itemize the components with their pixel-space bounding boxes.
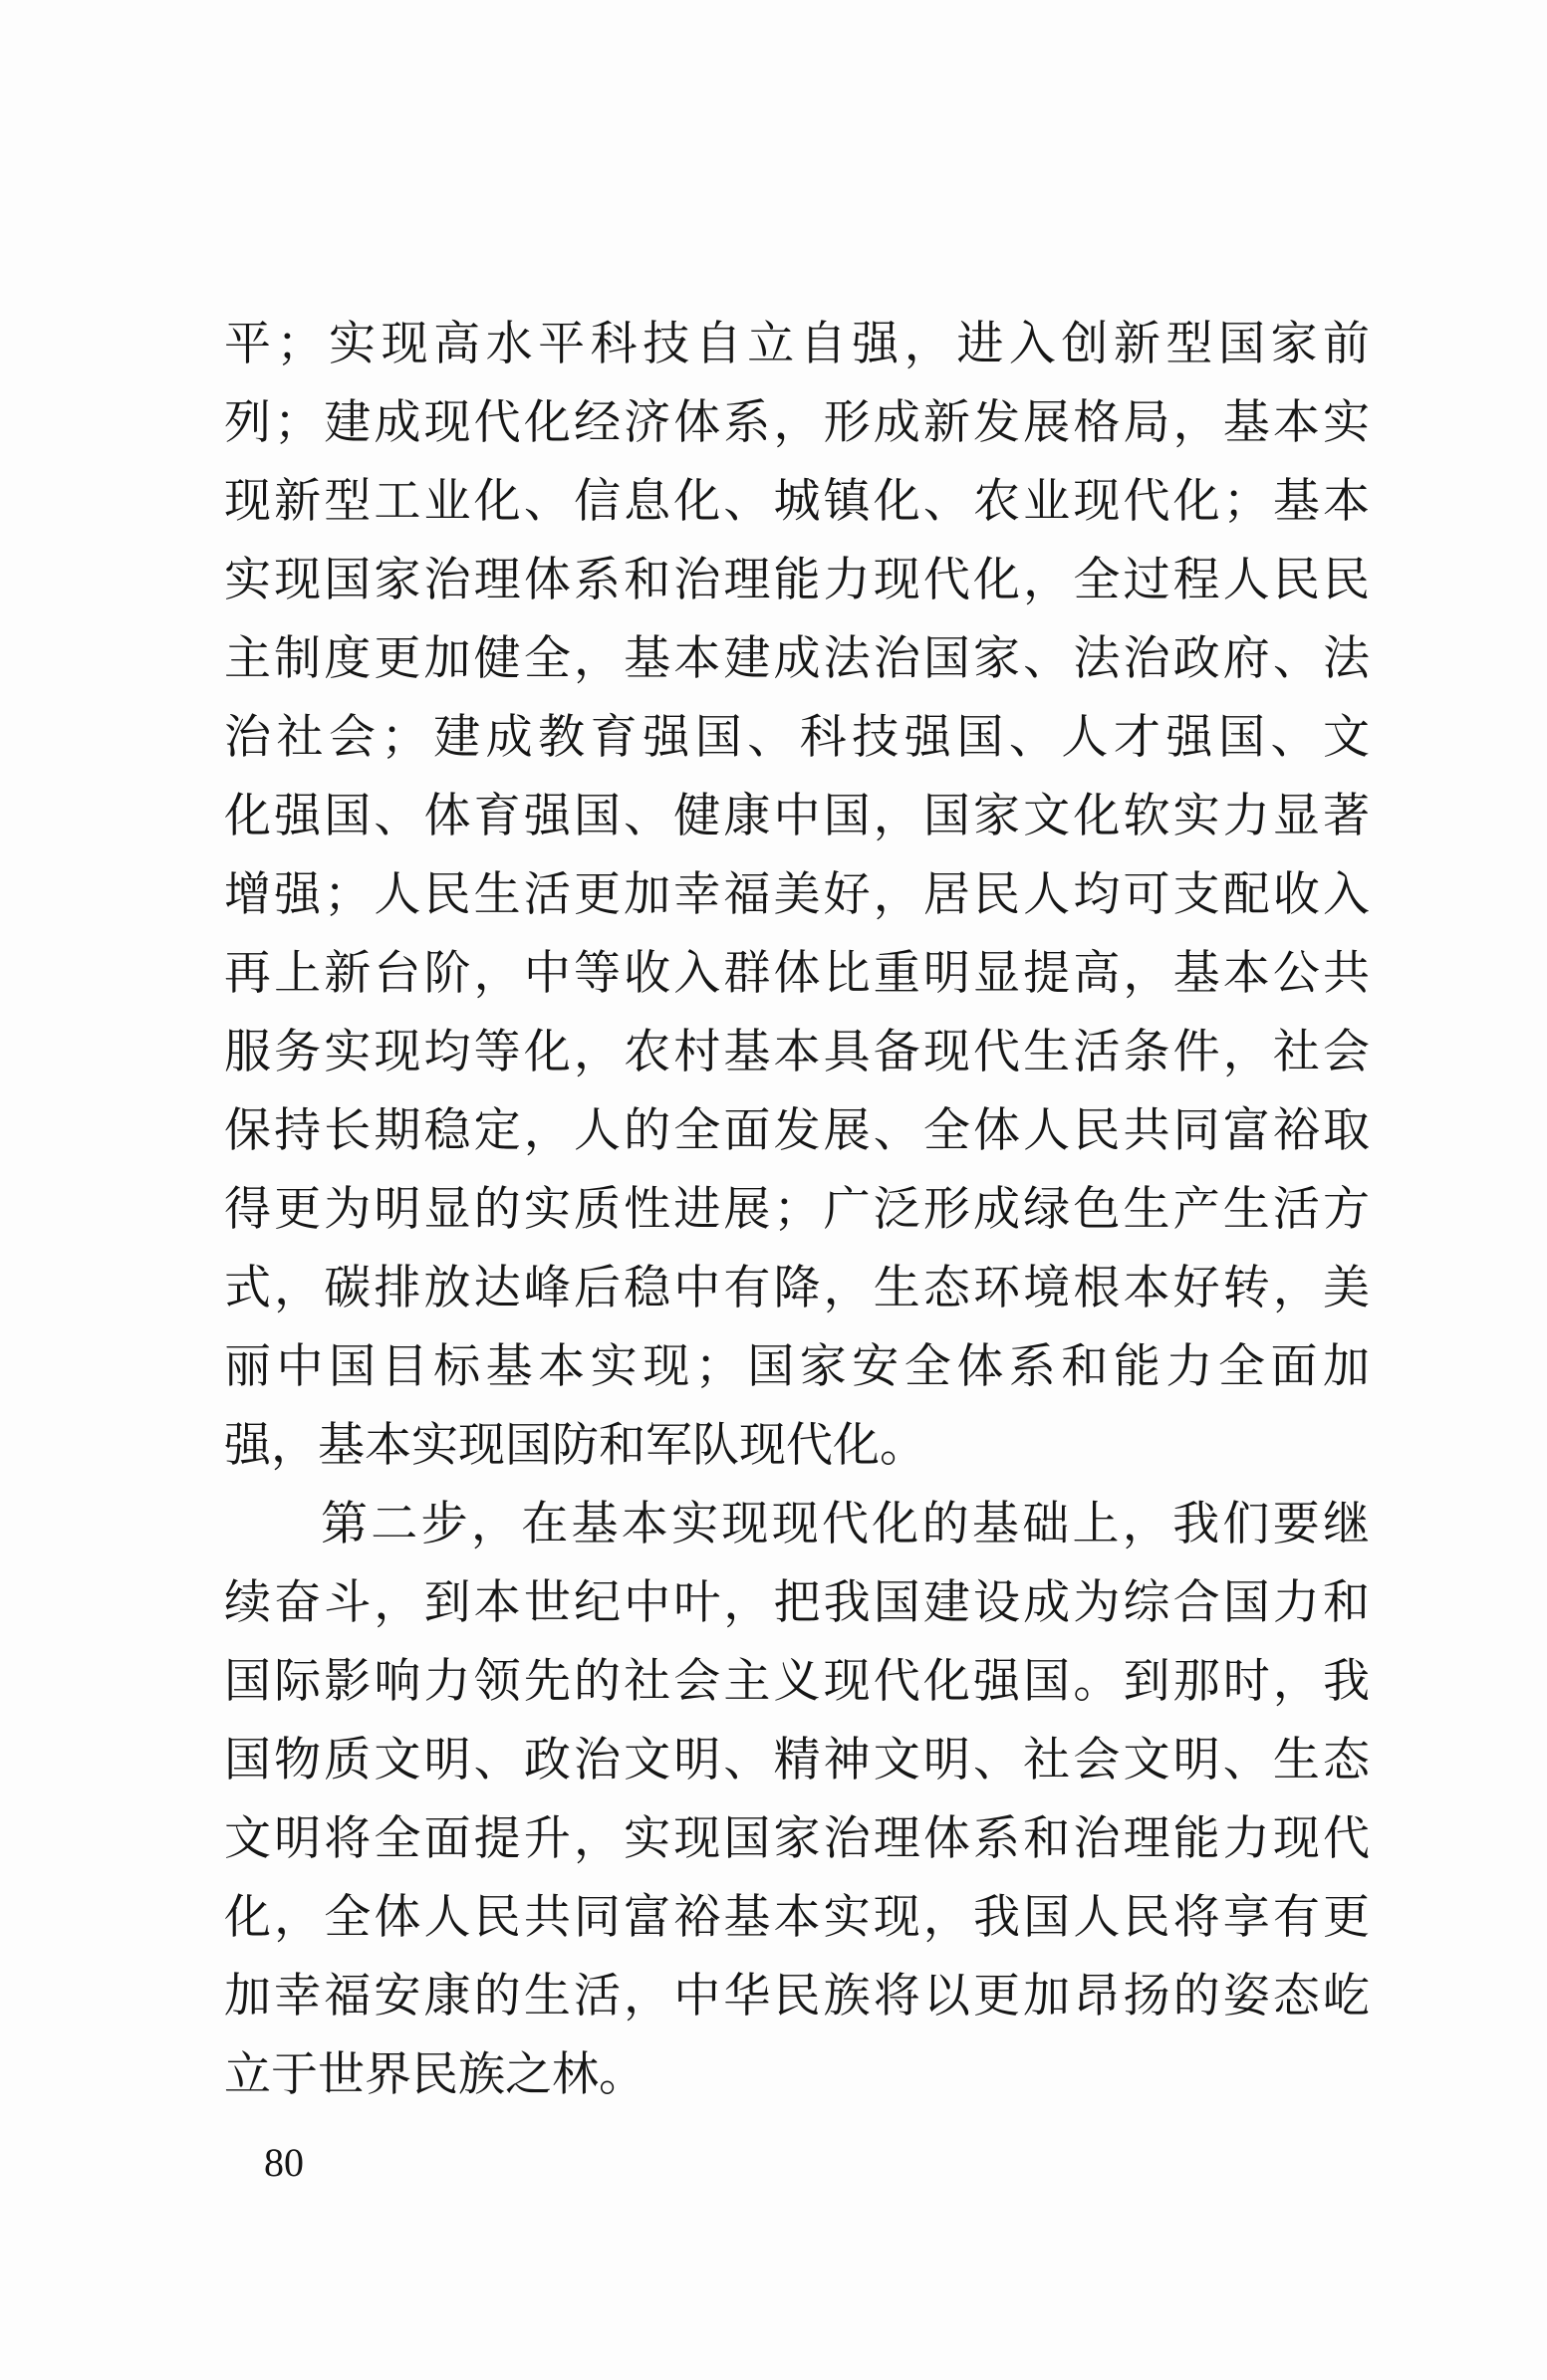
text-line: 得更为明显的实质性进展；广泛形成绿色生产生活方 <box>224 1182 1370 1237</box>
text-line: 国际影响力领先的社会主义现代化强国。到那时，我 <box>224 1654 1370 1709</box>
text-line: 平；实现高水平科技自立自强，进入创新型国家前 <box>224 317 1370 371</box>
text-line: 强，基本实现国防和军队现代化。 <box>224 1418 926 1473</box>
text-line: 国物质文明、政治文明、精神文明、社会文明、生态 <box>224 1733 1370 1787</box>
text-line: 第二步，在基本实现现代化的基础上，我们要继 <box>321 1497 1370 1551</box>
text-line: 文明将全面提升，实现国家治理体系和治理能力现代 <box>224 1811 1370 1866</box>
paragraph-1 <box>224 305 1370 1485</box>
text-line: 治社会；建成教育强国、科技强国、人才强国、文 <box>224 710 1370 765</box>
text-line: 保持长期稳定，人的全面发展、全体人民共同富裕取 <box>224 1103 1370 1158</box>
text-line: 主制度更加健全，基本建成法治国家、法治政府、法 <box>224 631 1370 686</box>
text-line: 化，全体人民共同富裕基本实现，我国人民将享有更 <box>224 1890 1370 1945</box>
page-number: 80 <box>264 2140 304 2185</box>
text-line: 服务实现均等化，农村基本具备现代生活条件，社会 <box>224 1025 1370 1079</box>
text-line: 现新型工业化、信息化、城镇化、农业现代化；基本 <box>224 474 1370 529</box>
text-line: 再上新台阶，中等收入群体比重明显提高，基本公共 <box>224 946 1370 1001</box>
text-line: 化强国、体育强国、健康中国，国家文化软实力显著 <box>224 789 1370 843</box>
text-line: 加幸福安康的生活，中华民族将以更加昂扬的姿态屹 <box>224 1969 1370 2023</box>
body-text <box>224 305 1370 2114</box>
text-line: 增强；人民生活更加幸福美好，居民人均可支配收入 <box>224 867 1370 922</box>
text-line: 立于世界民族之林。 <box>224 2047 645 2102</box>
text-line: 续奋斗，到本世纪中叶，把我国建设成为综合国力和 <box>224 1575 1370 1630</box>
text-line: 实现国家治理体系和治理能力现代化，全过程人民民 <box>224 553 1370 607</box>
paragraph-2 <box>224 1485 1370 2114</box>
text-line: 列；建成现代化经济体系，形成新发展格局，基本实 <box>224 395 1370 450</box>
text-line: 式，碳排放达峰后稳中有降，生态环境根本好转，美 <box>224 1261 1370 1315</box>
text-line: 丽中国目标基本实现；国家安全体系和能力全面加 <box>224 1339 1370 1394</box>
